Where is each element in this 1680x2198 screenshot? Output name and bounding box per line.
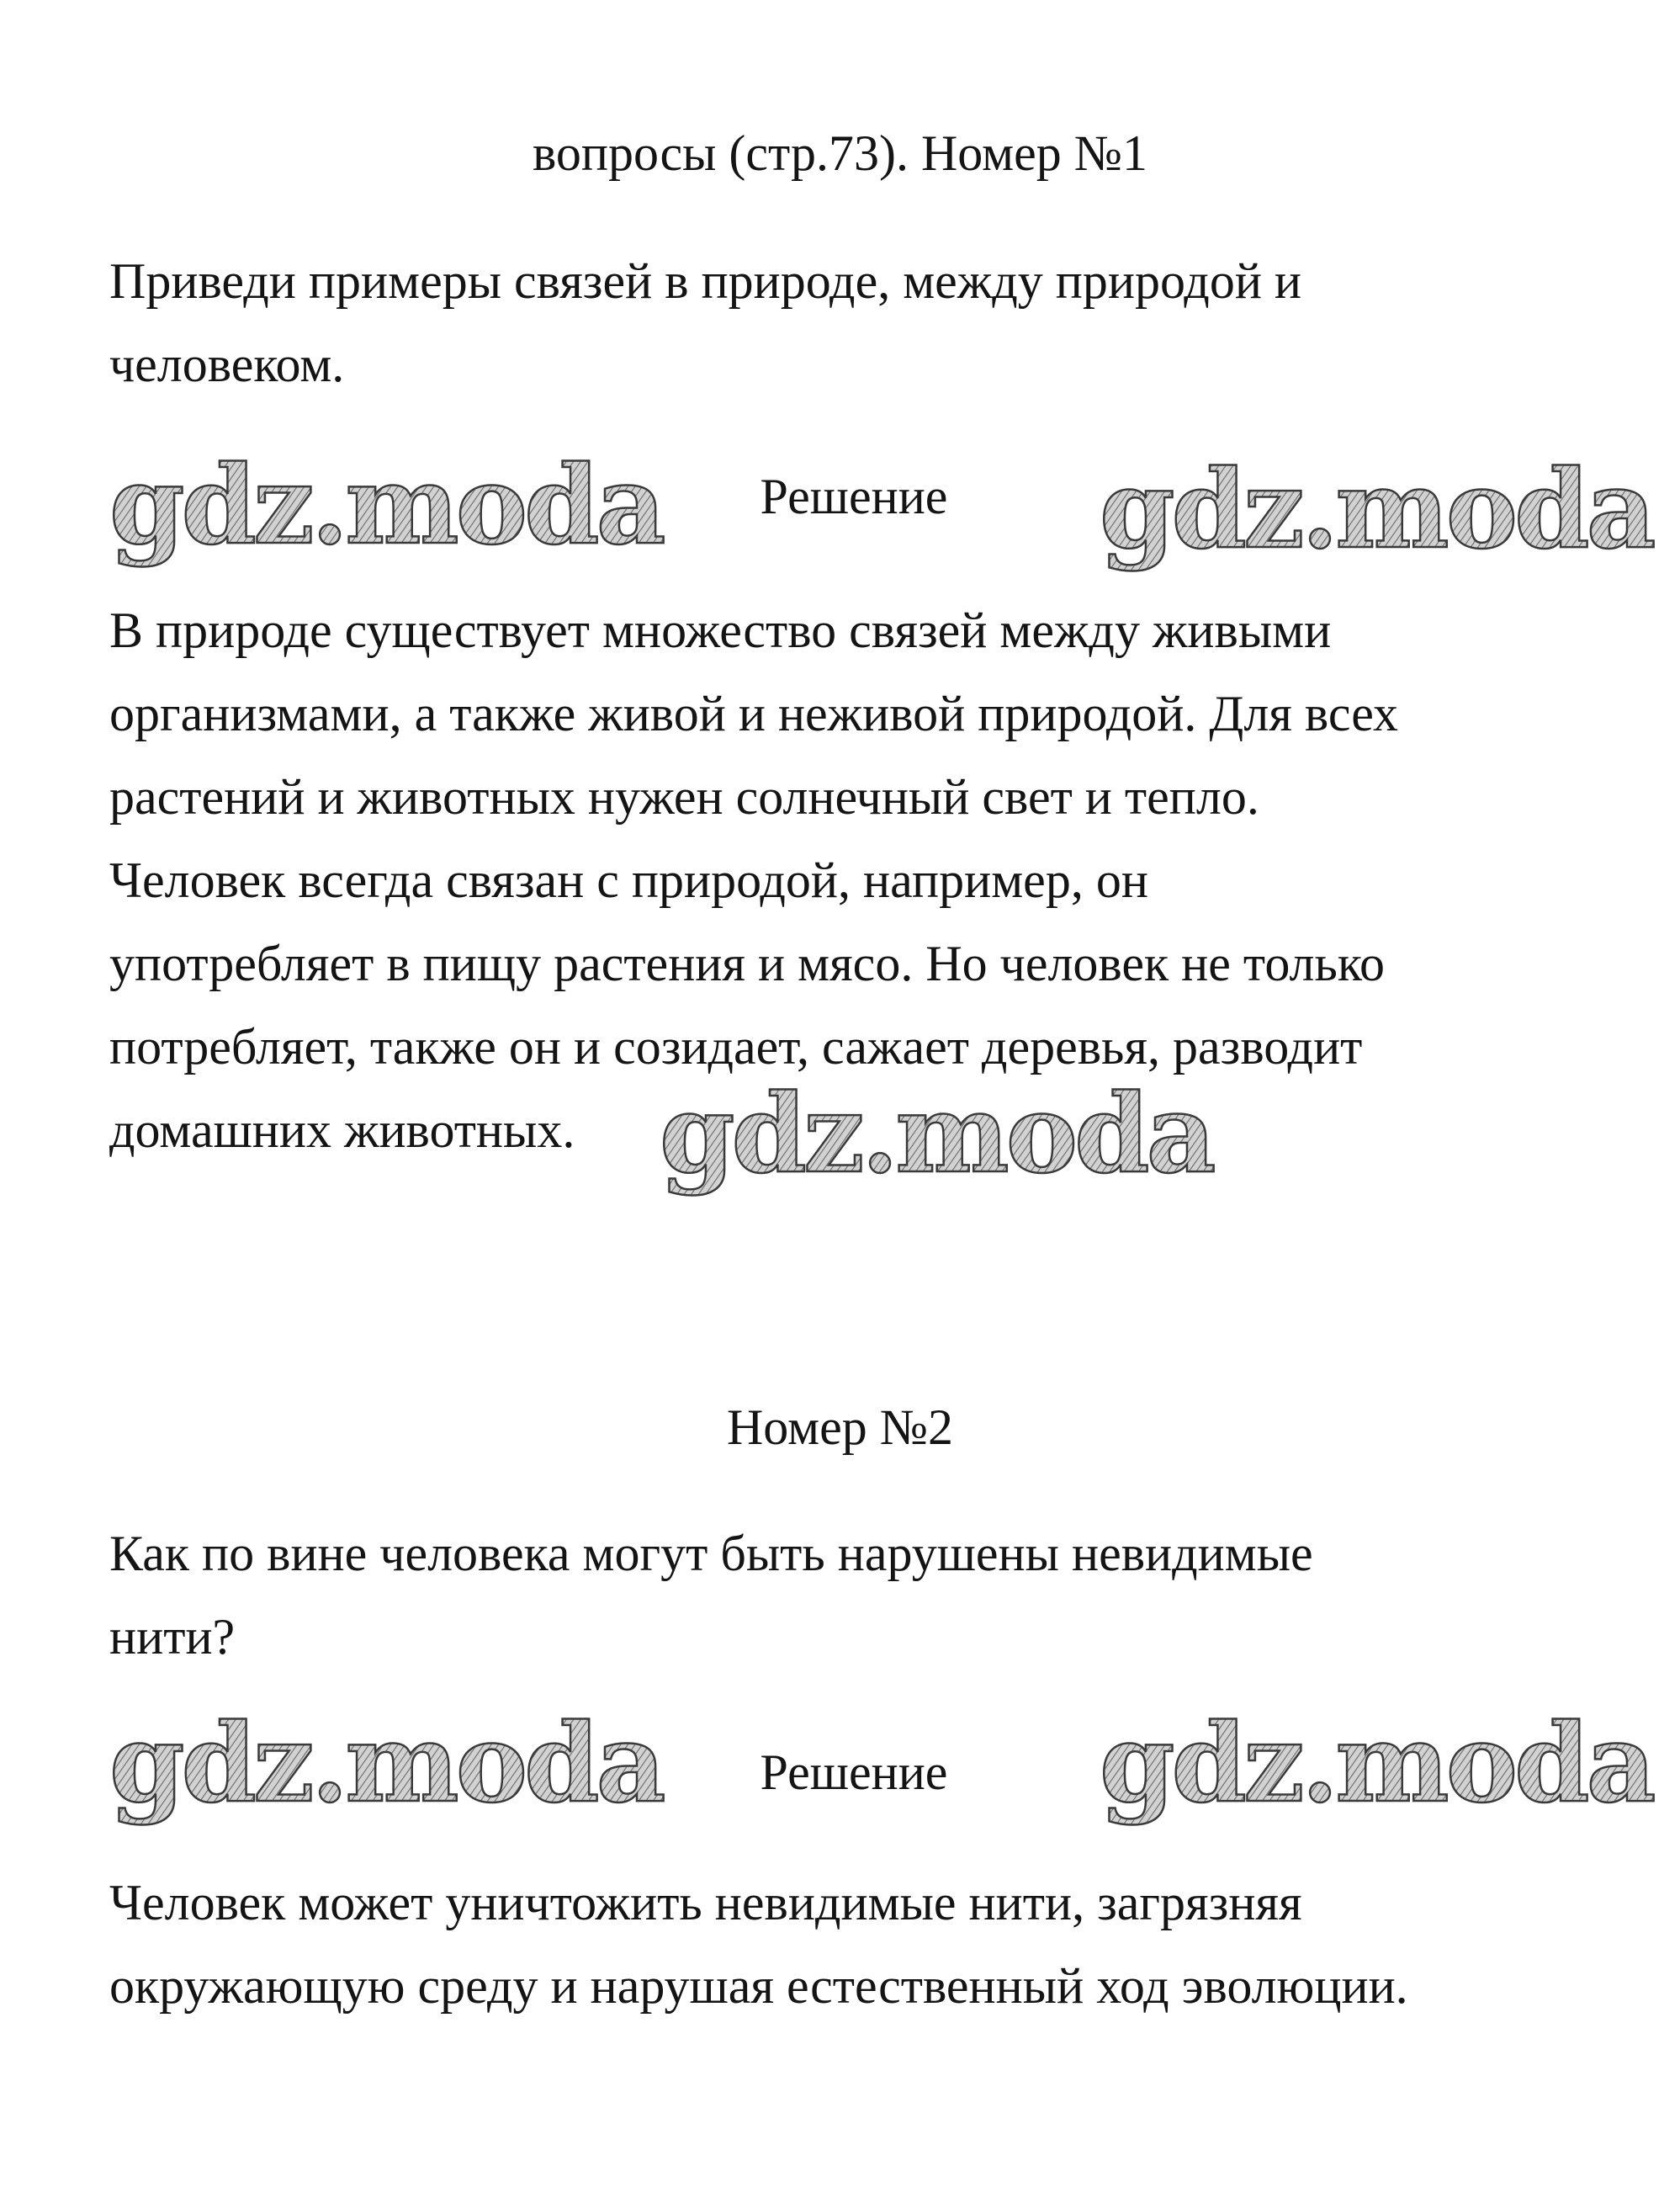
- question-line: Как по вине человека могут быть нарушены невидимые: [109, 1526, 1313, 1581]
- section-1-question: [109, 240, 1624, 406]
- answer-line: Человек может уничтожить невидимые нити, загрязняя: [109, 1875, 1302, 1930]
- section-2-question: [109, 1512, 1624, 1679]
- section-2-solution-label: Решение: [760, 1744, 948, 1800]
- section-1-solution-label: Решение: [760, 469, 948, 524]
- watermark-text: gdz.moda: [1100, 447, 1653, 573]
- question-line: Приведи примеры связей в природе, между природой и: [109, 253, 1302, 309]
- answer-line: растений и животных нужен солнечный свет и тепло.: [109, 769, 1259, 825]
- watermark-logo: [1098, 447, 1653, 573]
- watermark-logo: [108, 1701, 663, 1827]
- watermark-text: gdz.moda: [109, 443, 663, 569]
- section-2-answer: [109, 1861, 1624, 2028]
- watermark-text: gdz.moda: [109, 1701, 663, 1827]
- watermark-logo: [658, 1071, 1213, 1197]
- section-2-heading: Номер №2: [726, 1399, 954, 1455]
- answer-line: Человек всегда связан с природой, например, он: [109, 852, 1148, 908]
- answer-line: В природе существует множество связей между живыми: [109, 603, 1332, 658]
- watermark-text: gdz.moda: [1100, 1701, 1653, 1827]
- answer-line: домашних животных.: [109, 1102, 575, 1158]
- answer-line: окружающую среду и нарушая естественный ход эволюции.: [109, 1958, 1408, 2014]
- section-1-heading: вопросы (стр.73). Номер №1: [532, 125, 1148, 181]
- answer-line: употребляет в пищу растения и мясо. Но человек не только: [109, 936, 1385, 991]
- watermark-text: gdz.moda: [660, 1071, 1213, 1197]
- answer-line: организмами, а также живой и неживой природой. Для всех: [109, 686, 1399, 741]
- watermark-logo: [1098, 1701, 1653, 1827]
- question-line: нити?: [109, 1609, 236, 1664]
- answer-line: потребляет, также он и созидает, сажает деревья, разводит: [109, 1019, 1363, 1075]
- question-line: человеком.: [109, 337, 345, 392]
- watermark-logo: [108, 443, 663, 569]
